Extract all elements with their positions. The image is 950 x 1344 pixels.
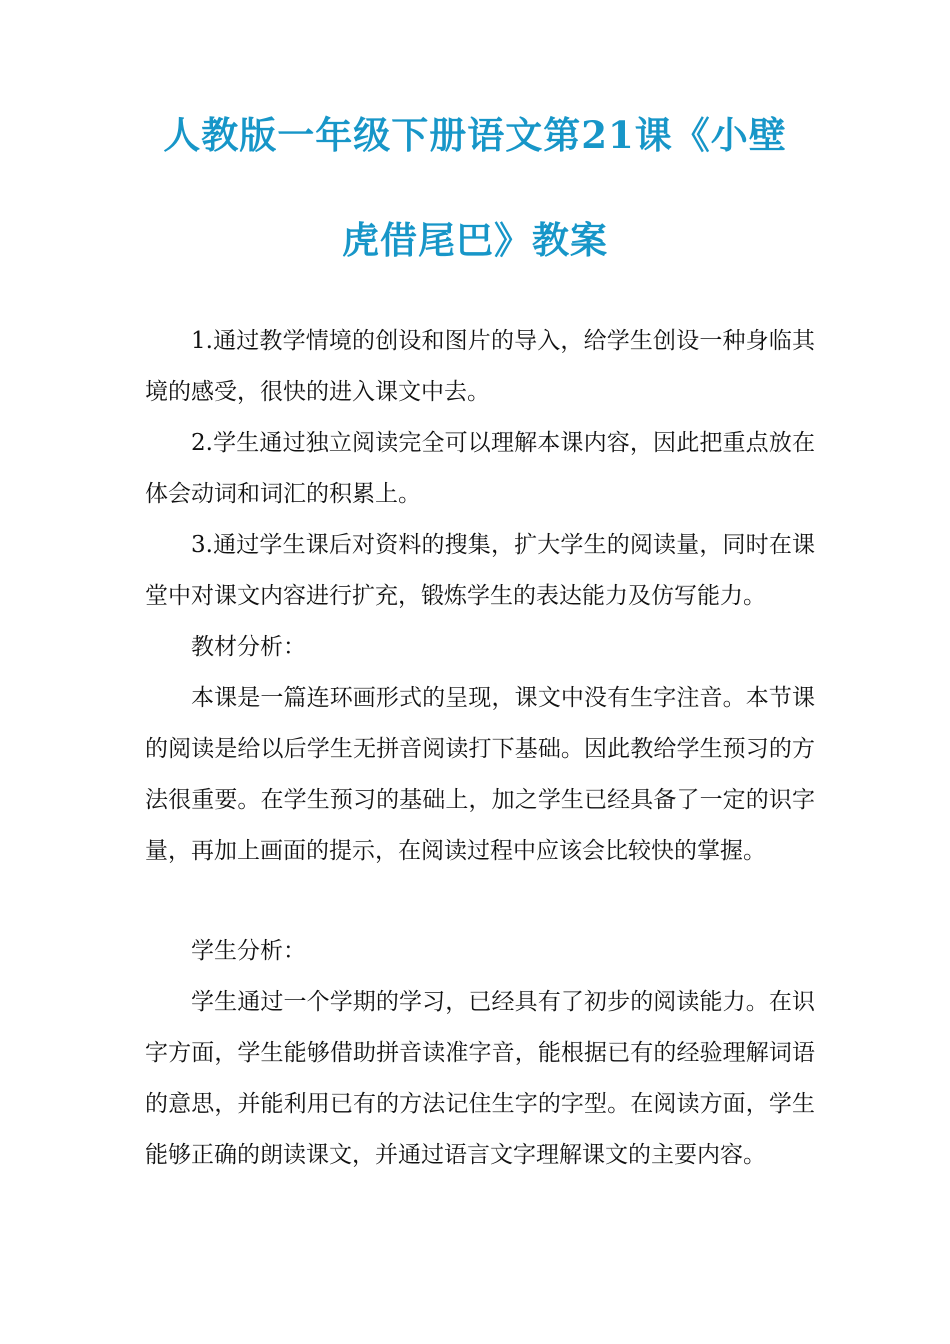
textbook-analysis-paragraph: 本课是一篇连环画形式的呈现，课文中没有生字注音。本节课的阅读是给以后学生无拼音阅读打下基础。因此教给学生预习的方法很重要。在学生预习的基础上，加之学生已经具备了一定的识字量，再加上画面的提示，在阅读过程中应该会比较快的掌握。 [145, 685, 815, 864]
document-body-top [145, 316, 815, 877]
objective-2-paragraph: 2.学生通过独立阅读完全可以理解本课内容，因此把重点放在体会动词和词汇的积累上。 [145, 430, 815, 507]
document-title-line-2: 虎借尾巴》教案 [342, 218, 608, 262]
objective-1-paragraph: 1.通过教学情境的创设和图片的导入，给学生创设一种身临其境的感受，很快的进入课文中去。 [145, 328, 815, 405]
student-analysis-paragraph: 学生通过一个学期的学习，已经具有了初步的阅读能力。在识字方面，学生能够借助拼音读准字音，能根据已有的经验理解词语的意思，并能利用已有的方法记住生字的字型。在阅读方面，学生能够正确的朗读课文，并通过语言文字理解课文的主要内容。 [145, 989, 815, 1168]
textbook-analysis-heading: 教材分析： [191, 634, 306, 660]
document-title-line-1: 人教版一年级下册语文第21课《小壁 [163, 113, 787, 157]
objective-3-paragraph: 3.通过学生课后对资料的搜集，扩大学生的阅读量，同时在课堂中对课文内容进行扩充，锻炼学生的表达能力及仿写能力。 [145, 532, 815, 609]
document-body-bottom [145, 926, 815, 1181]
student-analysis-heading: 学生分析： [191, 938, 306, 964]
